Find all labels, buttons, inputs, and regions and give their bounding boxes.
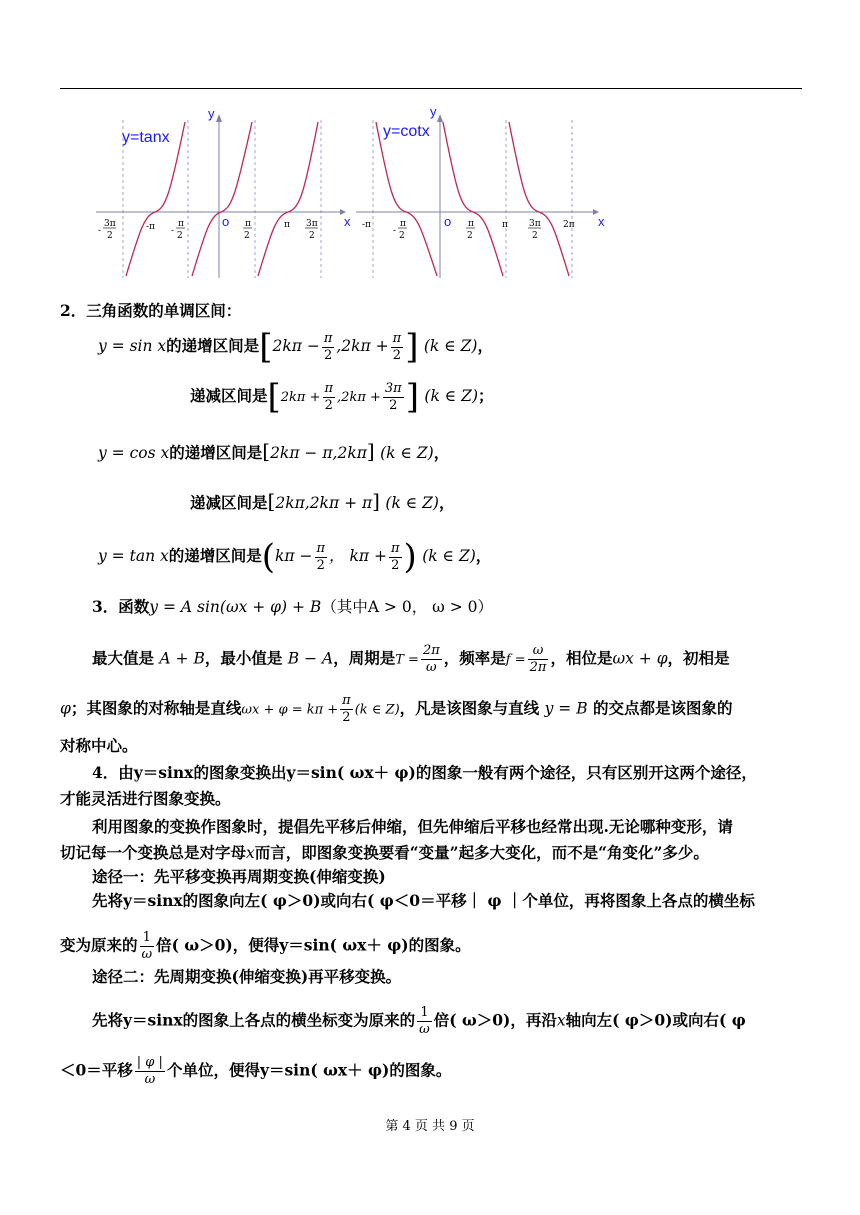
page-footer: 第 4 页 共 9 页 xyxy=(385,1119,475,1134)
tan-graph xyxy=(96,106,351,278)
cot-x-label: x xyxy=(598,214,605,229)
cot-origin: o xyxy=(444,214,452,229)
cot-tick-pi-2-num: π xyxy=(468,219,474,229)
way2-line2: ＜0＝平移 $\frac{| \varphi |}{\omega}$ 个单位，便得y＝sin( ωx＋ φ)的图象。 xyxy=(60,1055,452,1087)
cot-label: y=cotx xyxy=(383,123,430,140)
tan-origin: o xyxy=(222,214,230,229)
cot-y-label: y xyxy=(430,104,437,119)
way1-line1: 先将y＝sinx的图象向左( φ＞0)或向右( φ＜0＝平移｜ φ ｜个单位，再将图象上各点的横坐标 xyxy=(92,891,755,910)
sin-decrease-line: 递减区间是[2kπ + $\frac{\pi}{2}$ ,2kπ + $\frac{3\pi}{2}$ ] (k ∈ Z)； xyxy=(190,377,494,417)
header-rule xyxy=(60,88,802,89)
cot-curve xyxy=(376,122,437,276)
tan-y-label: y xyxy=(208,106,215,121)
cot-tick-neg-pi: -π xyxy=(362,220,371,230)
tan-cot-graphs xyxy=(88,100,618,286)
cos-decrease-line: 递减区间是[2kπ,2kπ + π] (k ∈ Z)， xyxy=(190,489,455,513)
tan-tick-neg-3pi-2-num: 3π xyxy=(104,219,116,229)
tan-increase-line: y = tan x的递增区间是(kπ − $\frac{\pi}{2}$ ， kπ + $\frac{\pi}{2}$ ) (k ∈ Z)， xyxy=(98,537,492,577)
section4-p1: 4．由y＝sinx的图象变换出y＝sin( ωx＋ φ)的图象一般有两个途径，只有区别开这两个途径， xyxy=(92,763,757,782)
tan-tick-neg-pi: -π xyxy=(146,222,155,232)
tan-tick-pi: π xyxy=(284,220,290,230)
section3-line1: 最大值是 A + B，最小值是 B − A，周期是T = $\frac{2\pi}{\omega}$ ，频率是f = $\frac{\omega}{2\pi}$ ，相位是ωx + φ，初相是 xyxy=(92,643,730,675)
cot-tick-3pi-2-den: 2 xyxy=(532,231,538,241)
tan-tick-3pi-2-den: 2 xyxy=(309,231,315,241)
tan-tick-neg-pi-2-minus: - xyxy=(171,226,175,236)
cot-curve xyxy=(509,122,569,276)
cot-tick-neg-pi-2-minus: - xyxy=(393,226,397,236)
tan-x-label: x xyxy=(344,214,351,229)
cot-y-arrow xyxy=(437,114,443,122)
cos-increase-line: y = cos x的递增区间是[2kπ − π,2kπ] (k ∈ Z)， xyxy=(98,439,450,463)
inc-text: 的递增区间是 xyxy=(166,336,260,355)
cot-tick-pi: π xyxy=(502,220,508,230)
tan-tick-neg-3pi-2-den: 2 xyxy=(107,231,113,241)
cot-tick-2pi: 2π xyxy=(563,220,575,230)
cot-graph xyxy=(356,104,605,278)
cot-tick-pi-2-den: 2 xyxy=(467,231,473,241)
tan-curve xyxy=(258,122,318,276)
tan-tick-3pi-2-num: 3π xyxy=(306,219,318,229)
section2-heading: 2．三角函数的单调区间： xyxy=(60,301,242,320)
tan-tick-pi-2-num: π xyxy=(245,219,251,229)
section3-line3: 对称中心。 xyxy=(60,736,138,755)
way1-title: 途径一：先平移变换再周期变换(伸缩变换) xyxy=(92,867,386,886)
way2-line1: 先将y＝sinx的图象上各点的横坐标变为原来的 $\frac{1}{\omega}$ 倍( ω＞0)，再沿x轴向左( φ＞0)或向右( φ xyxy=(92,1005,746,1037)
section4-p3: 切记每一个变换总是对字母x而言，即图象变换要看“变量”起多大变化，而不是“角变化”多少。 xyxy=(60,843,709,862)
section4-p1-cont: 才能灵活进行图象变换。 xyxy=(60,789,231,808)
section3-heading: 3．函数y = A sin(ωx + φ) + B（其中A > 0， ω > 0） xyxy=(92,597,493,616)
way2-title: 途径二：先周期变换(伸缩变换)再平移变换。 xyxy=(92,967,402,986)
way1-line2: 变为原来的 $\frac{1}{\omega}$ 倍( ω＞0)，便得y＝sin( ωx＋ φ)的图象。 xyxy=(60,930,471,962)
section4-p2: 利用图象的变换作图象时，提倡先平移后伸缩，但先伸缩后平移也经常出现.无论哪种变形，请 xyxy=(92,817,733,836)
tan-label: y=tanx xyxy=(122,129,170,146)
cot-tick-3pi-2-num: 3π xyxy=(529,219,541,229)
sin-fn: y = sin x xyxy=(98,337,167,355)
sin-increase-line: y = sin x的递增区间是[2kπ − $\frac{\pi}{2}$ ,2kπ + $\frac{\pi}{2}$ ] (k ∈ Z)， xyxy=(98,327,493,367)
cot-tick-neg-pi-2-den: 2 xyxy=(399,231,405,241)
tan-curve xyxy=(192,122,252,276)
tan-tick-neg-pi-2-num: π xyxy=(178,219,184,229)
tan-tick-pi-2-den: 2 xyxy=(244,231,250,241)
tan-tick-neg-pi-2-den: 2 xyxy=(177,231,183,241)
cot-curve xyxy=(443,122,503,276)
cot-tick-neg-pi-2-num: π xyxy=(400,219,406,229)
tan-y-arrow xyxy=(216,114,222,122)
section3-line2: φ；其图象的对称轴是直线ωx + φ = kπ + $\frac{\pi}{2}$ (k ∈ Z)，凡是该图象与直线 y = B 的交点都是该图象的 xyxy=(60,693,733,725)
tan-tick-neg-3pi-2-minus: - xyxy=(98,226,102,236)
